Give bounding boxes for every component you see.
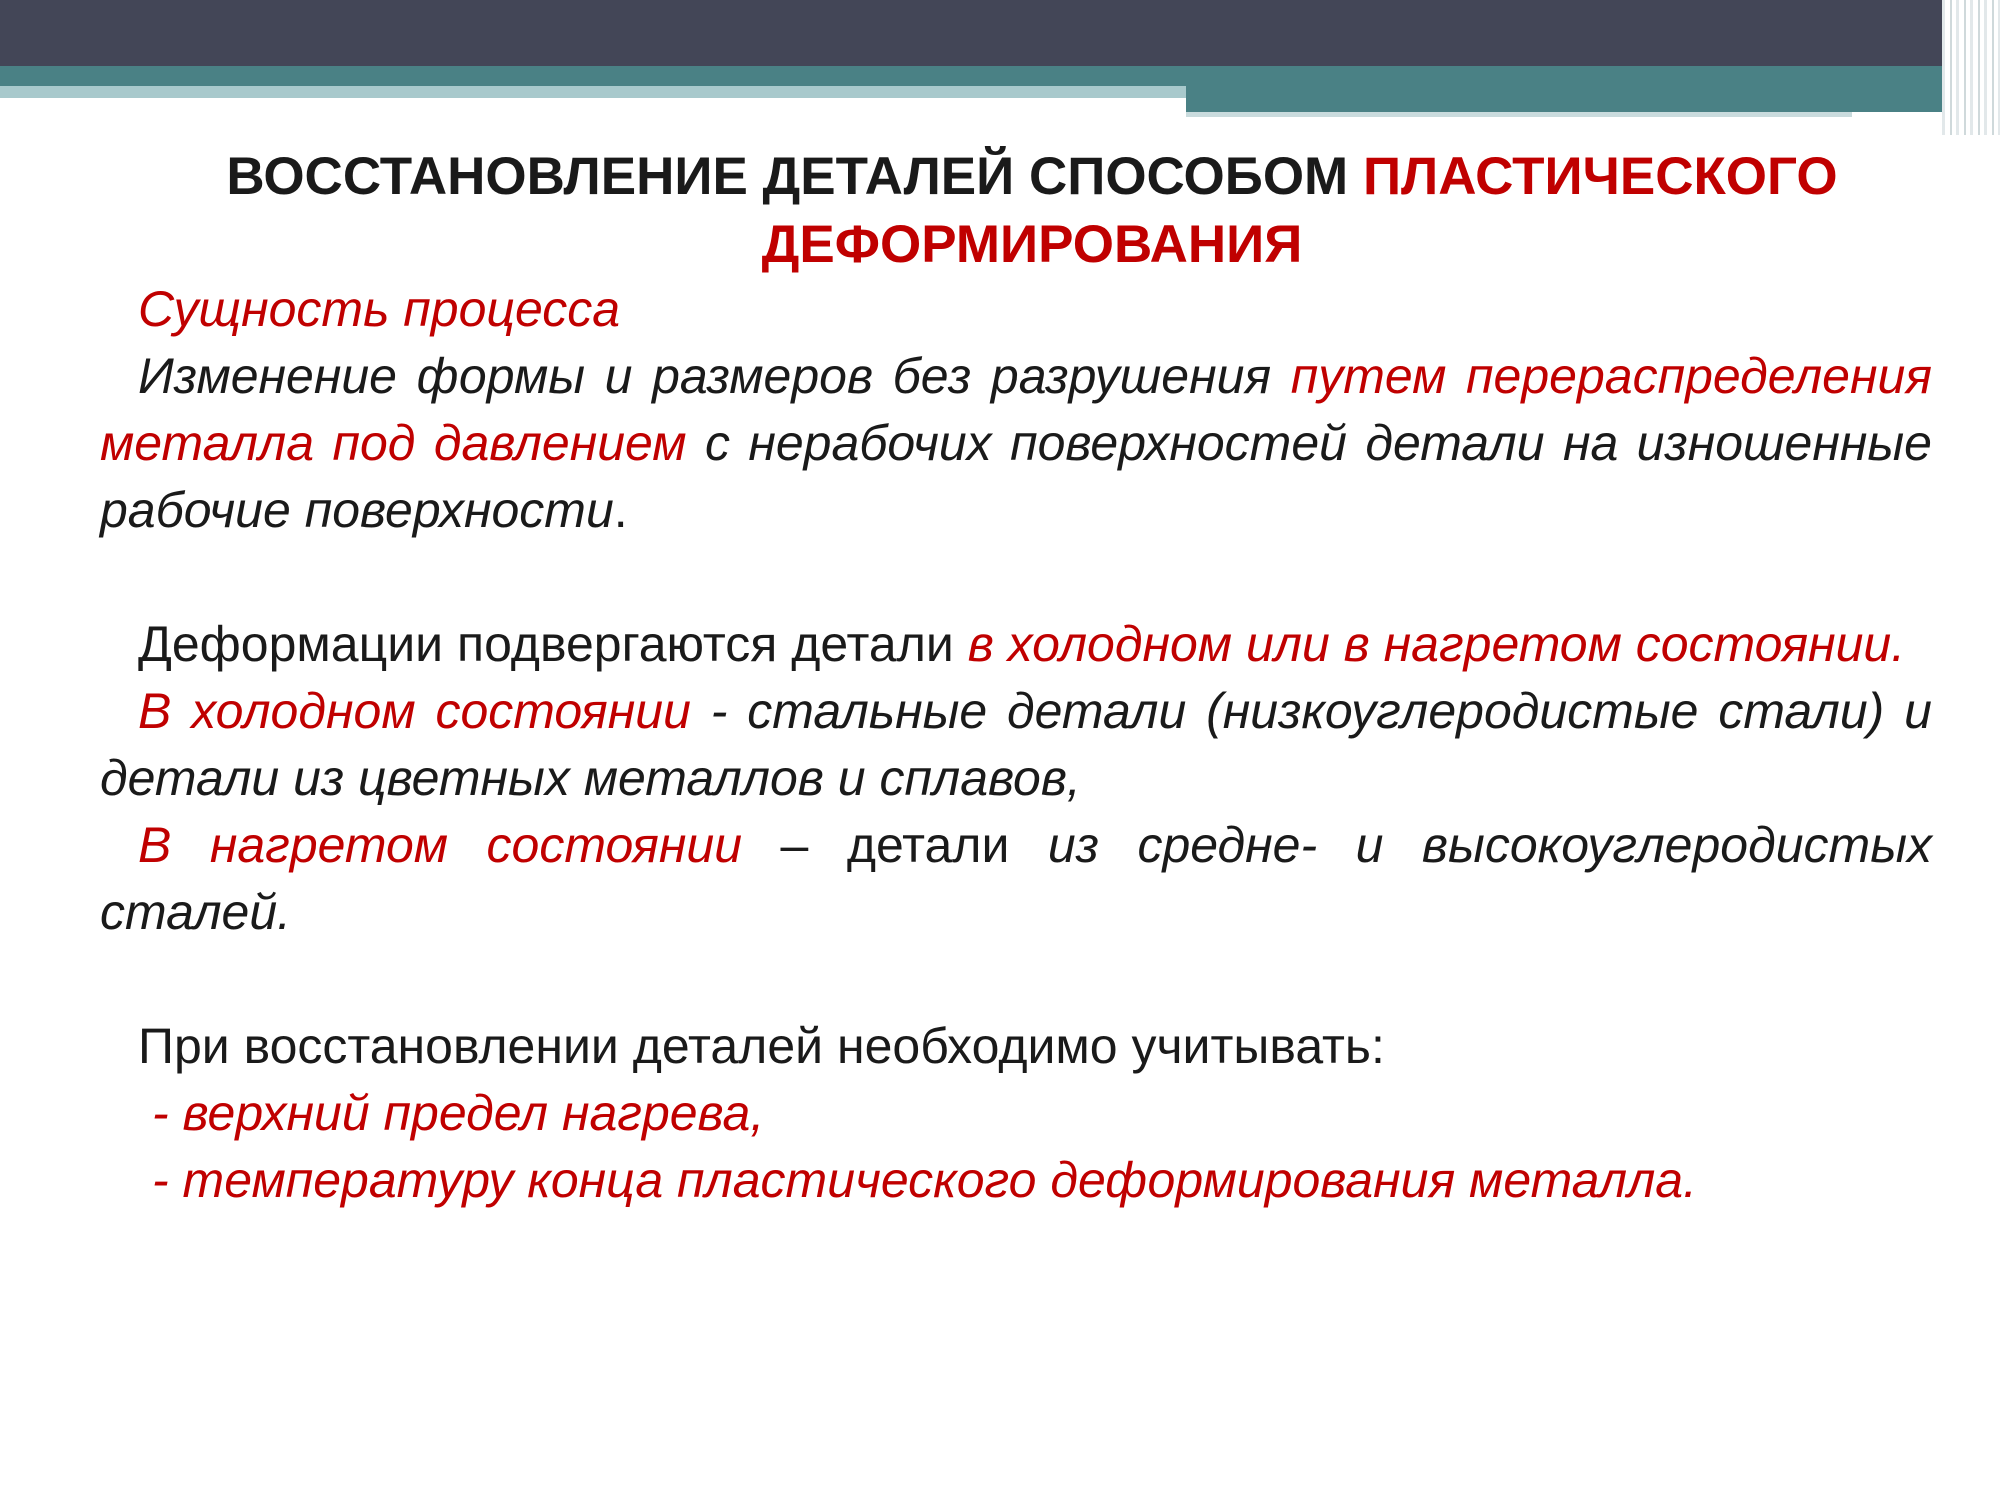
essence-text-1: Изменение формы и размеров без разрушения bbox=[138, 348, 1291, 404]
deformation-text: Деформации подвергаются детали bbox=[138, 616, 968, 672]
deformation-highlight: в холодном или в нагретом состоянии. bbox=[967, 616, 1906, 672]
essence-text-2: с нерабочих поверхностей детали на изношенные рабочие поверхности bbox=[100, 415, 1932, 538]
hot-label: В нагретом состоянии bbox=[138, 817, 743, 873]
considerations-heading: При восстановлении деталей необходимо учитывать: bbox=[138, 1018, 1385, 1074]
spacer bbox=[100, 946, 1932, 1013]
consideration-item: - верхний предел нагрева, bbox=[152, 1085, 765, 1141]
slide-content bbox=[100, 276, 1932, 1214]
header-teal-bar bbox=[0, 66, 2000, 86]
deformation-paragraph bbox=[100, 611, 1932, 678]
title-part-black: ВОССТАНОВЛЕНИЕ ДЕТАЛЕЙ СПОСОБОМ bbox=[226, 147, 1363, 206]
essence-heading: Сущность процесса bbox=[138, 281, 621, 337]
header-dark-bar bbox=[0, 0, 2000, 66]
header-teal-step bbox=[1186, 86, 2000, 112]
header-thin-line bbox=[1186, 112, 1852, 117]
essence-paragraph bbox=[100, 343, 1932, 544]
hot-dash: – детали bbox=[742, 817, 1010, 873]
title-part-red: ПЛАСТИЧЕСКОГО ДЕФОРМИРОВАНИЯ bbox=[761, 147, 1838, 274]
hot-text: из средне- и высокоуглеродистых сталей. bbox=[100, 817, 1932, 940]
consideration-item: - температуру конца пластического деформирования металла. bbox=[152, 1152, 1697, 1208]
cold-text: - стальные детали (низкоуглеродистые стали) и детали из цветных металлов и сплавов, bbox=[100, 683, 1932, 806]
essence-end: . bbox=[613, 482, 628, 538]
decorative-stripes bbox=[1942, 0, 2000, 135]
slide-title bbox=[100, 143, 1964, 279]
cold-paragraph bbox=[100, 678, 1932, 812]
cold-label: В холодном состоянии bbox=[138, 683, 691, 739]
spacer bbox=[100, 544, 1932, 611]
essence-highlight: путем перераспределения металла под давлением bbox=[100, 348, 1932, 471]
header-light-bar bbox=[0, 86, 1186, 98]
hot-paragraph bbox=[100, 812, 1932, 946]
